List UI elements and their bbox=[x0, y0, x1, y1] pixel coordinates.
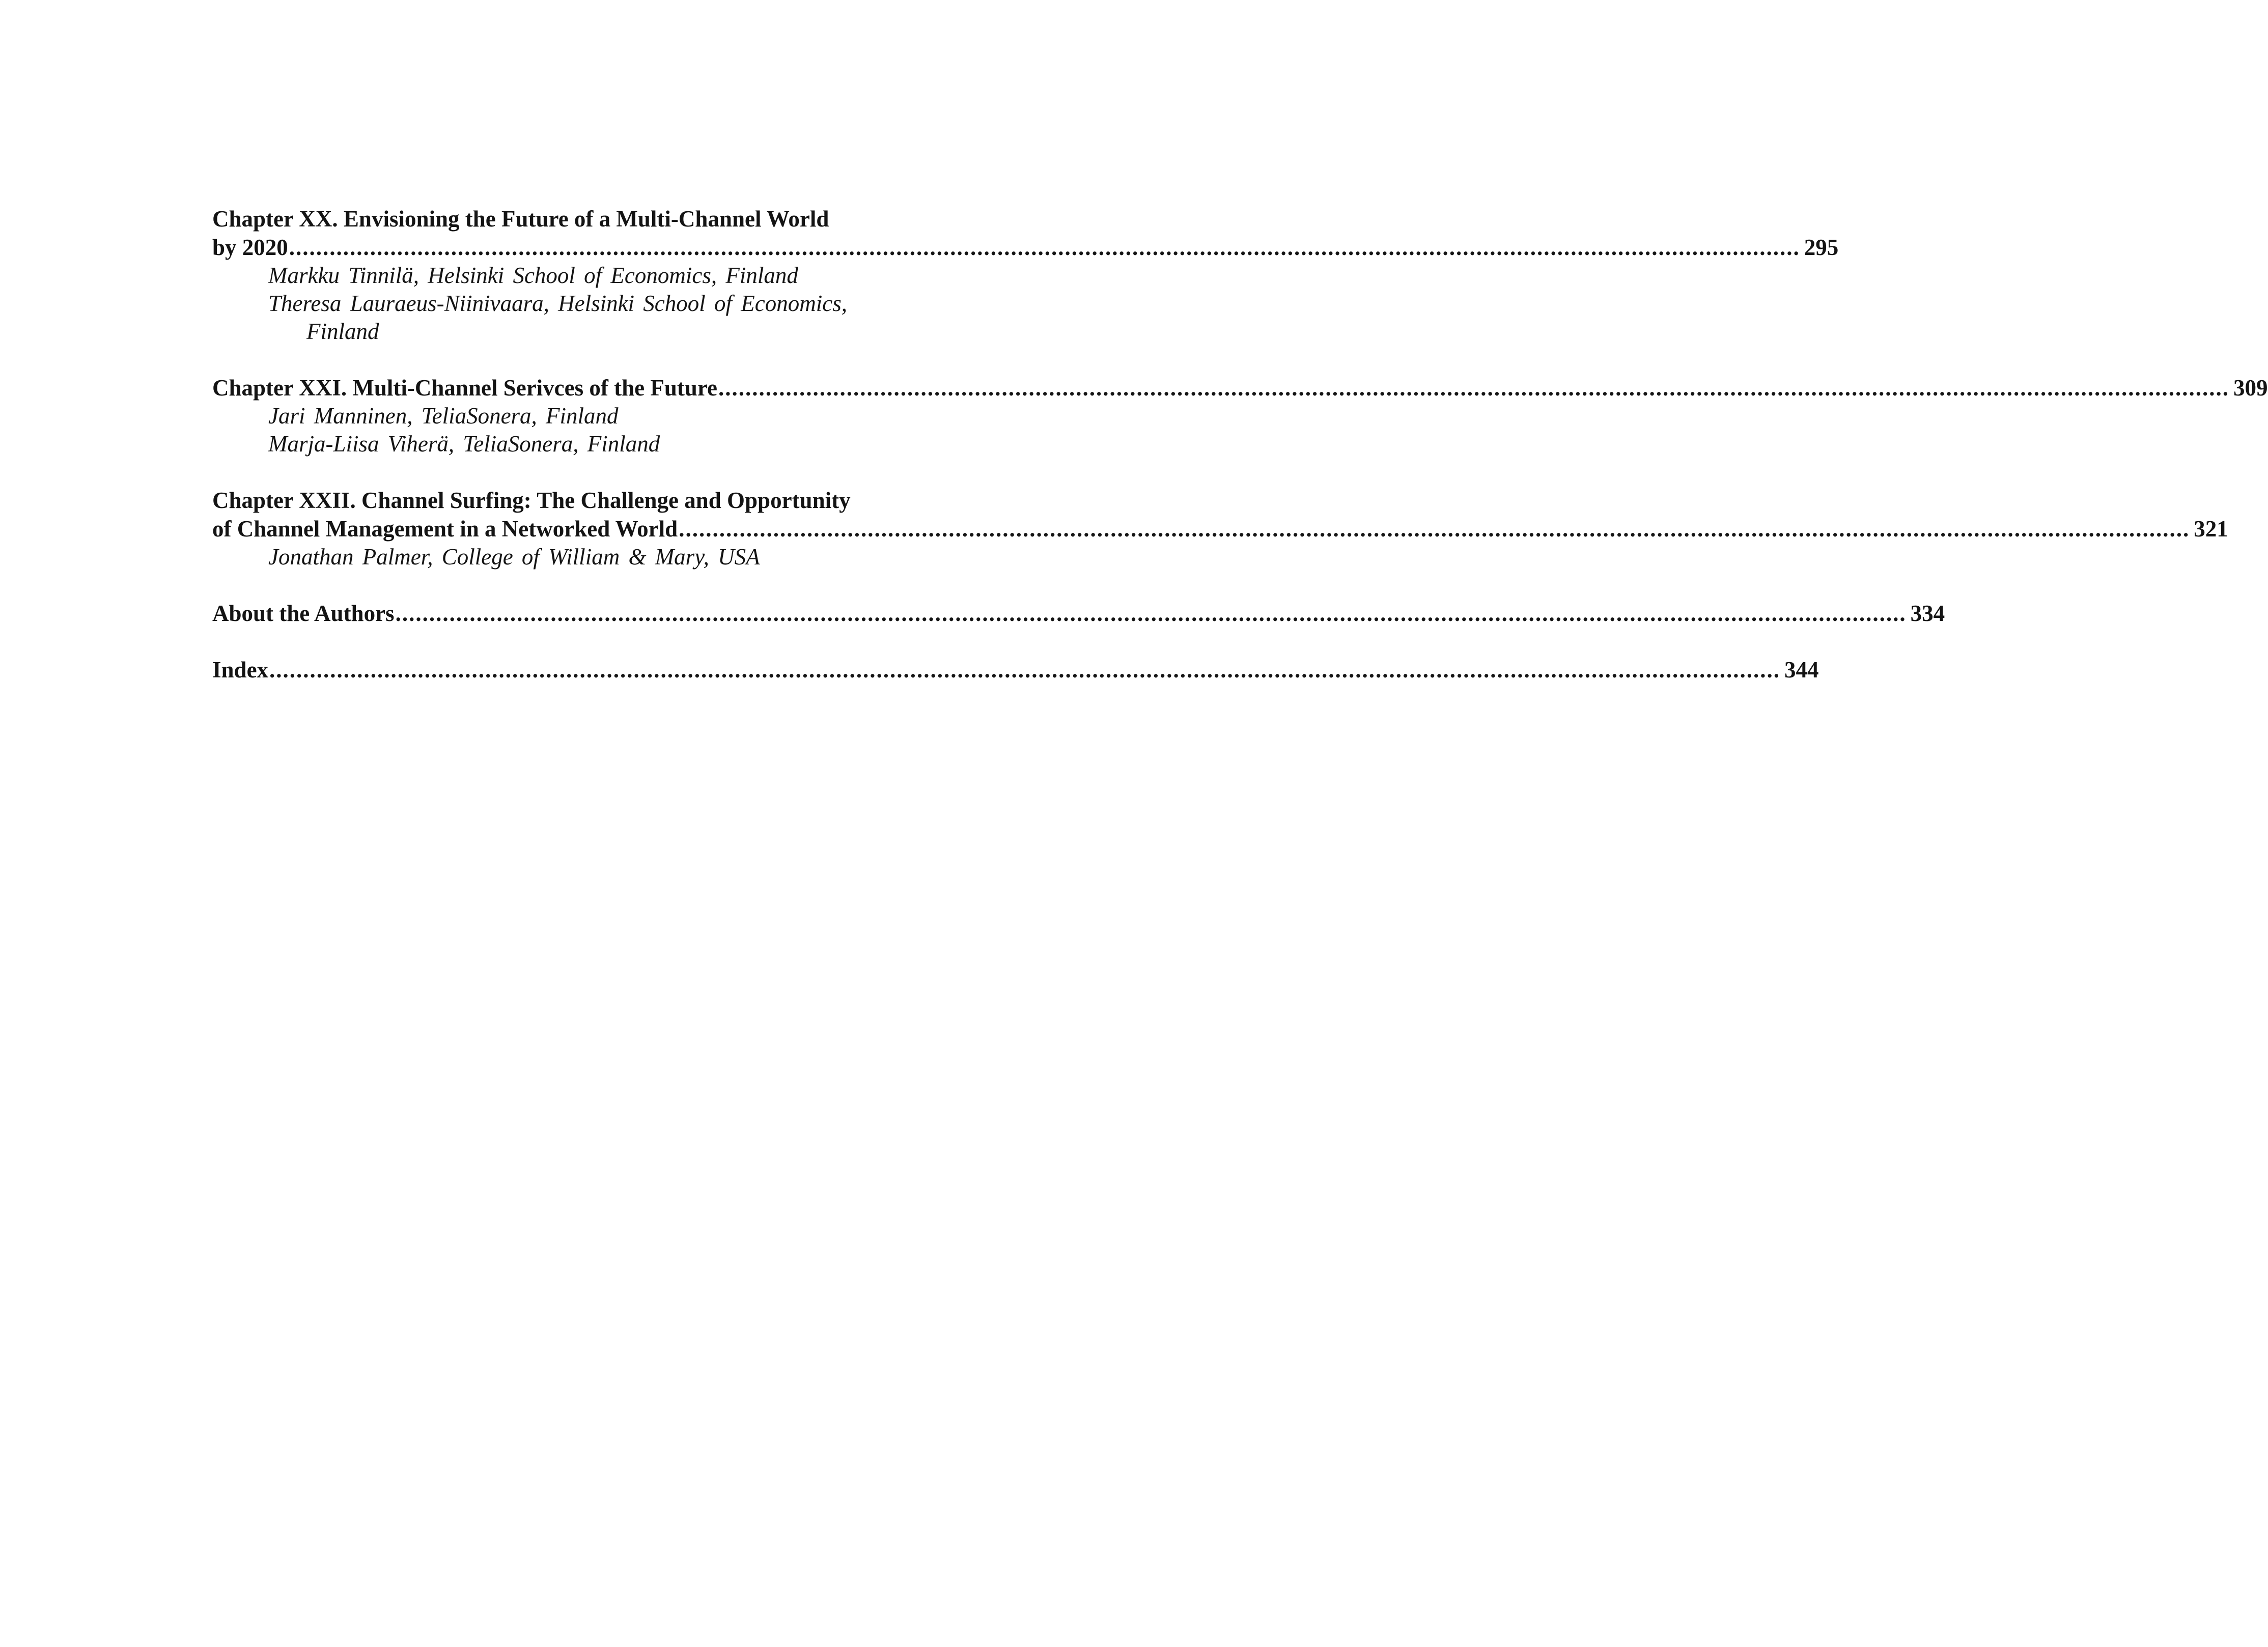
chapter-title: Chapter XXII. Channel Surfing: The Challenge and Opportunity bbox=[212, 488, 851, 513]
table-of-contents bbox=[212, 205, 2268, 712]
dot-leader: ................................................................................................................................................................................................................................ bbox=[679, 516, 2190, 542]
page-number: 309 bbox=[2233, 375, 2268, 401]
chapter-title-tail: of Channel Management in a Networked World bbox=[212, 516, 678, 542]
toc-entry-index bbox=[212, 656, 1819, 684]
section-title-line bbox=[212, 656, 1819, 684]
toc-entry-chapter-22 bbox=[212, 486, 2228, 571]
page-number: 344 bbox=[1784, 657, 1819, 683]
section-title: About the Authors bbox=[212, 601, 395, 626]
chapter-title-line bbox=[212, 374, 2268, 402]
author-line-continuation: Finland bbox=[306, 319, 379, 344]
toc-entry-about-the-authors bbox=[212, 599, 1945, 628]
dot-leader: ................................................................................................................................................................................................................................ bbox=[718, 375, 2230, 401]
chapter-title: Chapter XX. Envisioning the Future of a Multi-Channel World bbox=[212, 206, 829, 232]
dot-leader: ................................................................................................................................................................................................................................ bbox=[269, 657, 1781, 683]
chapter-title-tail: by 2020 bbox=[212, 235, 288, 260]
page-number: 295 bbox=[1804, 235, 1839, 260]
toc-entry-chapter-21 bbox=[212, 374, 2268, 458]
dot-leader: ................................................................................................................................................................................................................................ bbox=[289, 235, 1800, 260]
section-title-line bbox=[212, 599, 1945, 628]
author-line: Marja-Liisa Viherä, TeliaSonera, Finland bbox=[268, 431, 660, 457]
author-line: Jari Manninen, TeliaSonera, Finland bbox=[268, 403, 619, 429]
section-title: Index bbox=[212, 657, 269, 683]
dot-leader: ................................................................................................................................................................................................................................ bbox=[395, 601, 1907, 626]
page-number: 334 bbox=[1910, 601, 1945, 626]
toc-entry-chapter-20 bbox=[212, 205, 1839, 346]
author-line: Theresa Lauraeus-Niinivaara, Helsinki School of Economics, bbox=[268, 291, 847, 316]
author-line: Jonathan Palmer, College of William & Mary, USA bbox=[268, 544, 760, 570]
chapter-title-continuation bbox=[212, 515, 2228, 543]
chapter-title-continuation bbox=[212, 233, 1839, 262]
page-number: 321 bbox=[2194, 516, 2228, 542]
author-line: Markku Tinnilä, Helsinki School of Economics, Finland bbox=[268, 263, 798, 288]
chapter-title: Chapter XXI. Multi-Channel Serivces of the Future bbox=[212, 375, 718, 401]
